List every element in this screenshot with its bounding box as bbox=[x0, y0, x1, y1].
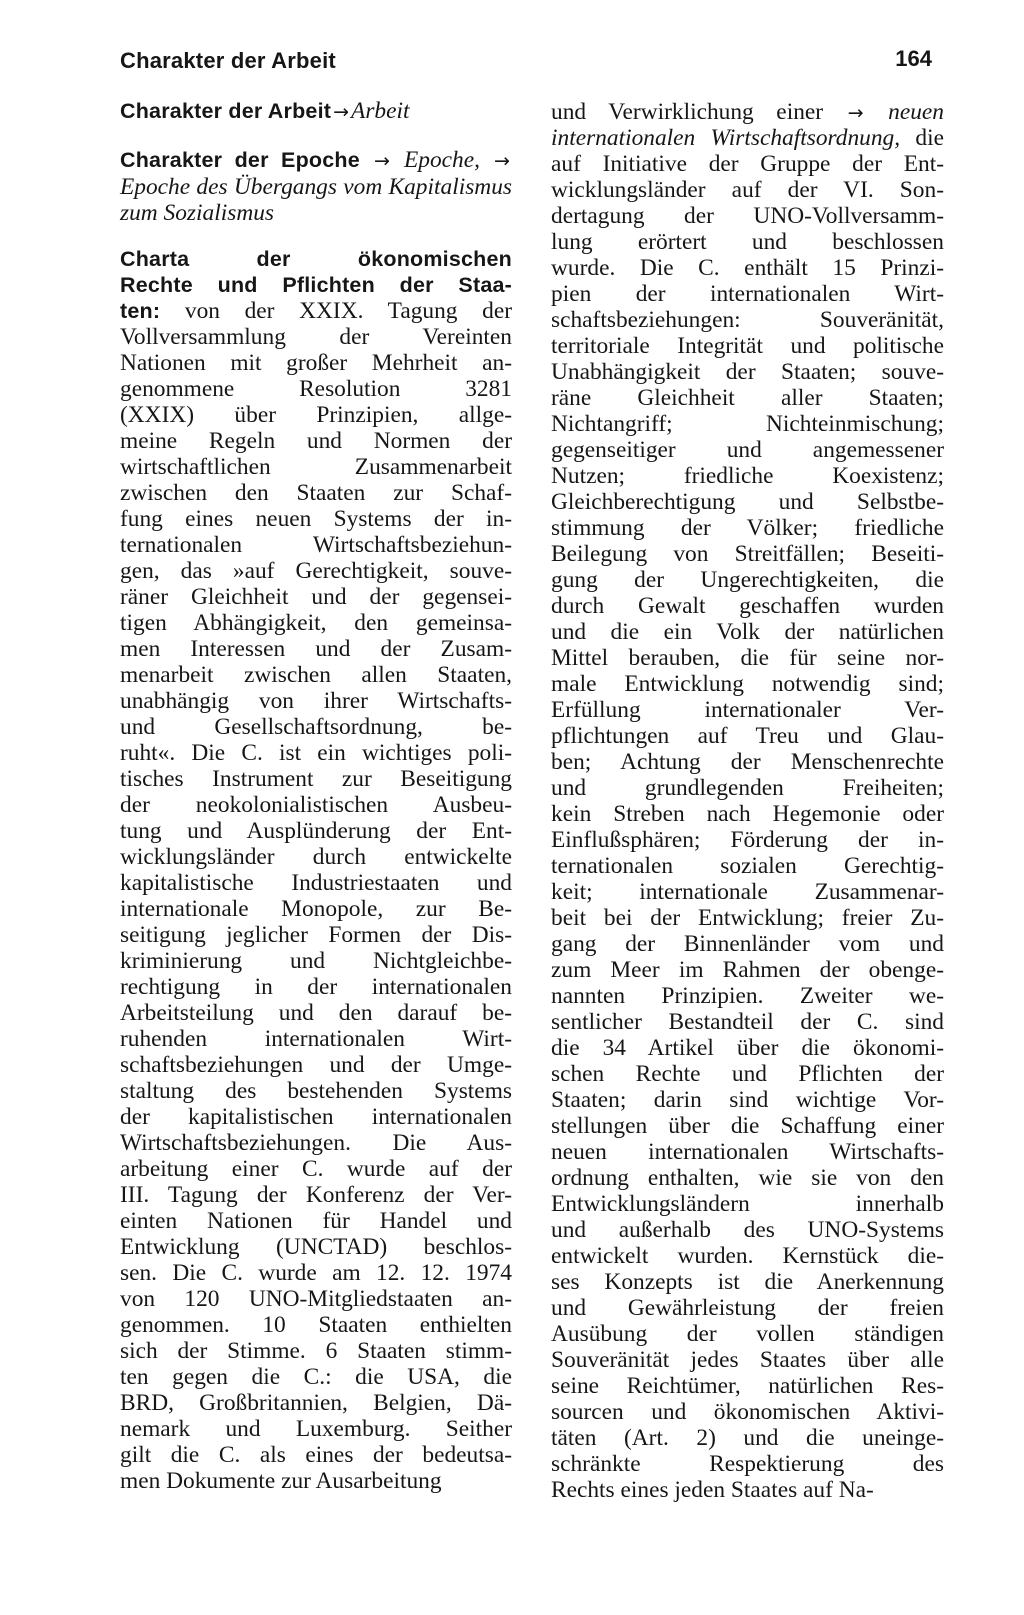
body-line: seitigung jeglicher Formen der Dis- bbox=[120, 922, 512, 948]
body-line: arbeitung einer C. wurde auf der bbox=[120, 1156, 512, 1182]
body-line: pien der internationalen Wirt- bbox=[551, 281, 944, 307]
body-line: Mittel berauben, die für seine nor- bbox=[551, 645, 944, 671]
body-line bbox=[551, 125, 944, 151]
body-line: Gleichberechtigung und Selbstbe- bbox=[551, 489, 944, 515]
body-line: der kapitalistischen internationalen bbox=[120, 1104, 512, 1130]
body-line: ten gegen die C.: die USA, die bbox=[120, 1364, 512, 1390]
body-line: men Interessen und der Zusam- bbox=[120, 636, 512, 662]
entry-headword: ten: bbox=[120, 299, 161, 323]
body-line: wirtschaftlichen Zusammenarbeit bbox=[120, 454, 512, 480]
body-line: dertagung der UNO-Vollversamm- bbox=[551, 203, 944, 229]
body-line: sentlicher Bestandteil der C. sind bbox=[551, 1009, 944, 1035]
left-column bbox=[120, 98, 512, 1494]
body-line: Einflußsphären; Förderung der in- bbox=[551, 827, 944, 853]
body-line: internationale Monopole, zur Be- bbox=[120, 896, 512, 922]
body-line: nemark und Luxemburg. Seither bbox=[120, 1416, 512, 1442]
body-line: der neokolonialistischen Ausbeu- bbox=[120, 792, 512, 818]
body-line: menarbeit zwischen allen Staaten, bbox=[120, 662, 512, 688]
body-text: von der XXIX. Tagung der bbox=[160, 298, 512, 324]
body-line: sourcen und ökonomischen Aktivi- bbox=[551, 1399, 944, 1425]
body-line: Arbeitsteilung und den darauf be- bbox=[120, 1000, 512, 1026]
body-line: ternationalen sozialen Gerechtig- bbox=[551, 853, 944, 879]
body-line: entwickelt wurden. Kernstück die- bbox=[551, 1243, 944, 1269]
body-line: genommene Resolution 3281 bbox=[120, 376, 512, 402]
body-line: zum Meer im Rahmen der obenge- bbox=[551, 957, 944, 983]
cross-reference: Arbeit bbox=[351, 98, 410, 124]
body-line: neuen internationalen Wirtschafts- bbox=[551, 1139, 944, 1165]
headword-line bbox=[120, 246, 512, 272]
body-line: Entwicklungsländern innerhalb bbox=[551, 1191, 944, 1217]
cross-reference: neuen bbox=[888, 99, 944, 125]
entry-headword: Charakter der Arbeit bbox=[120, 99, 332, 123]
body-line: sich der Stimme. 6 Staaten stimm- bbox=[120, 1338, 512, 1364]
running-head: Charakter der Arbeit bbox=[120, 48, 336, 73]
body-line: stellungen über die Schaffung einer bbox=[551, 1113, 944, 1139]
body-line: ternationalen Wirtschaftsbeziehun- bbox=[120, 532, 512, 558]
entry-charta bbox=[120, 246, 512, 1494]
right-column bbox=[551, 99, 944, 1503]
body-line: wicklungsländer durch entwickelte bbox=[120, 844, 512, 870]
body-line: lung erörtert und beschlossen bbox=[551, 229, 944, 255]
body-line: male Entwicklung notwendig sind; bbox=[551, 671, 944, 697]
cross-reference: Epoche des Übergangs vom Kapitalismus zum Sozialismus bbox=[120, 174, 512, 226]
body-line: stimmung der Völker; friedliche bbox=[551, 515, 944, 541]
body-line: Unabhängigkeit der Staaten; souve- bbox=[551, 359, 944, 385]
body-text: die bbox=[900, 125, 944, 151]
body-line: ordnung enthalten, wie sie von den bbox=[551, 1165, 944, 1191]
body-line: durch Gewalt geschaffen wurden bbox=[551, 593, 944, 619]
body-line: wicklungsländer auf der VI. Son- bbox=[551, 177, 944, 203]
body-line: Nichtangriff; Nichteinmischung; bbox=[551, 411, 944, 437]
body-line: gung der Ungerechtigkeiten, die bbox=[551, 567, 944, 593]
body-line: Entwicklung (UNCTAD) beschlos- bbox=[120, 1234, 512, 1260]
body-line: (XXIX) über Prinzipien, allge- bbox=[120, 402, 512, 428]
body-line: und die ein Volk der natürlichen bbox=[551, 619, 944, 645]
body-line: fung eines neuen Systems der in- bbox=[120, 506, 512, 532]
body-line: täten (Art. 2) und die uneinge- bbox=[551, 1425, 944, 1451]
body-line: beit bei der Entwicklung; freier Zu- bbox=[551, 905, 944, 931]
body-line: tung und Ausplünderung der Ent- bbox=[120, 818, 512, 844]
body-line: Wirtschaftsbeziehungen. Die Aus- bbox=[120, 1130, 512, 1156]
cross-reference-arrow-icon: → bbox=[847, 102, 864, 124]
body-line: Nationen mit großer Mehrheit an- bbox=[120, 350, 512, 376]
body-line: ruht«. Die C. ist ein wichtiges poli- bbox=[120, 740, 512, 766]
body-line: von 120 UNO-Mitgliedstaaten an- bbox=[120, 1286, 512, 1312]
body-line: ruhenden internationalen Wirt- bbox=[120, 1026, 512, 1052]
body-line bbox=[551, 99, 944, 125]
entry-headword: Rechte und Pflichten der Staa- bbox=[120, 273, 512, 297]
cross-reference-arrow-icon: → bbox=[373, 150, 390, 172]
body-line: die 34 Artikel über die ökonomi- bbox=[551, 1035, 944, 1061]
entry-headword: Charta der ökonomischen bbox=[120, 247, 512, 271]
body-line: meine Regeln und Normen der bbox=[120, 428, 512, 454]
cross-reference-arrow-icon: → bbox=[494, 150, 510, 172]
body-line: ben; Achtung der Menschenrechte bbox=[551, 749, 944, 775]
body-line: territoriale Integrität und politische bbox=[551, 333, 944, 359]
body-line: schränkte Respektierung des bbox=[551, 1451, 944, 1477]
body-line: schen Rechte und Pflichten der bbox=[551, 1061, 944, 1087]
body-line: sen. Die C. wurde am 12. 12. 1974 bbox=[120, 1260, 512, 1286]
body-line: und Gesellschaftsordnung, be- bbox=[120, 714, 512, 740]
body-line: ses Konzepts ist die Anerkennung bbox=[551, 1269, 944, 1295]
body-line: einten Nationen für Handel und bbox=[120, 1208, 512, 1234]
body-line: BRD, Großbritannien, Belgien, Dä- bbox=[120, 1390, 512, 1416]
body-line: pflichtungen auf Treu und Glau- bbox=[551, 723, 944, 749]
body-line: räner Gleichheit und der gegensei- bbox=[120, 584, 512, 610]
body-line: III. Tagung der Konferenz der Ver- bbox=[120, 1182, 512, 1208]
body-line: räne Gleichheit aller Staaten; bbox=[551, 385, 944, 411]
body-line: Staaten; darin sind wichtige Vor- bbox=[551, 1087, 944, 1113]
body-line: gang der Binnenländer vom und bbox=[551, 931, 944, 957]
body-line: men Dokumente zur Ausarbeitung bbox=[120, 1468, 442, 1494]
body-line: gegenseitiger und angemessener bbox=[551, 437, 944, 463]
headword-line bbox=[120, 272, 512, 298]
body-line: gen, das »auf Gerechtigkeit, souve- bbox=[120, 558, 512, 584]
body-line: rechtigung in der internationalen bbox=[120, 974, 512, 1000]
entry-headword: Charakter der Epoche bbox=[120, 148, 360, 172]
entry-charakter-der-arbeit bbox=[120, 98, 512, 125]
body-line: Beilegung von Streitfällen; Beseiti- bbox=[551, 541, 944, 567]
cross-reference: internationalen Wirtschaftsordnung, bbox=[551, 125, 901, 151]
body-line: wurde. Die C. enthält 15 Prinzi- bbox=[551, 255, 944, 281]
body-line: kriminierung und Nichtgleichbe- bbox=[120, 948, 512, 974]
body-line: unabhängig von ihrer Wirtschafts- bbox=[120, 688, 512, 714]
cross-reference-arrow-icon: → bbox=[333, 101, 350, 123]
body-line: staltung des bestehenden Systems bbox=[120, 1078, 512, 1104]
body-line: Erfüllung internationaler Ver- bbox=[551, 697, 944, 723]
body-line: und außerhalb des UNO-Systems bbox=[551, 1217, 944, 1243]
body-line: Souveränität jedes Staates über alle bbox=[551, 1347, 944, 1373]
body-line: und Gewährleistung der freien bbox=[551, 1295, 944, 1321]
body-line: gilt die C. als eines der bedeutsa- bbox=[120, 1442, 512, 1468]
body-line: kein Streben nach Hegemonie oder bbox=[551, 801, 944, 827]
page-number: 164 bbox=[895, 46, 932, 71]
body-text: und Verwirklichung einer bbox=[551, 99, 846, 125]
body-line: nannten Prinzipien. Zweiter we- bbox=[551, 983, 944, 1009]
entry-charakter-der-epoche bbox=[120, 147, 512, 226]
body-line: Ausübung der vollen ständigen bbox=[551, 1321, 944, 1347]
body-line: schaftsbeziehungen und der Umge- bbox=[120, 1052, 512, 1078]
body-line: seine Reichtümer, natürlichen Res- bbox=[551, 1373, 944, 1399]
body-line: und grundlegenden Freiheiten; bbox=[551, 775, 944, 801]
body-line: tisches Instrument zur Beseitigung bbox=[120, 766, 512, 792]
body-line: Vollversammlung der Vereinten bbox=[120, 324, 512, 350]
body-line: zwischen den Staaten zur Schaf- bbox=[120, 480, 512, 506]
body-line: auf Initiative der Gruppe der Ent- bbox=[551, 151, 944, 177]
body-line: keit; internationale Zusammenar- bbox=[551, 879, 944, 905]
body-line: genommen. 10 Staaten enthielten bbox=[120, 1312, 512, 1338]
body-line: Nutzen; friedliche Koexistenz; bbox=[551, 463, 944, 489]
body-line bbox=[120, 298, 512, 324]
body-line: tigen Abhängigkeit, den gemeinsa- bbox=[120, 610, 512, 636]
body-line: schaftsbeziehungen: Souveränität, bbox=[551, 307, 944, 333]
cross-reference: Epoche, bbox=[403, 147, 480, 173]
body-line: kapitalistische Industriestaaten und bbox=[120, 870, 512, 896]
body-line: Rechts eines jeden Staates auf Na- bbox=[551, 1477, 874, 1503]
